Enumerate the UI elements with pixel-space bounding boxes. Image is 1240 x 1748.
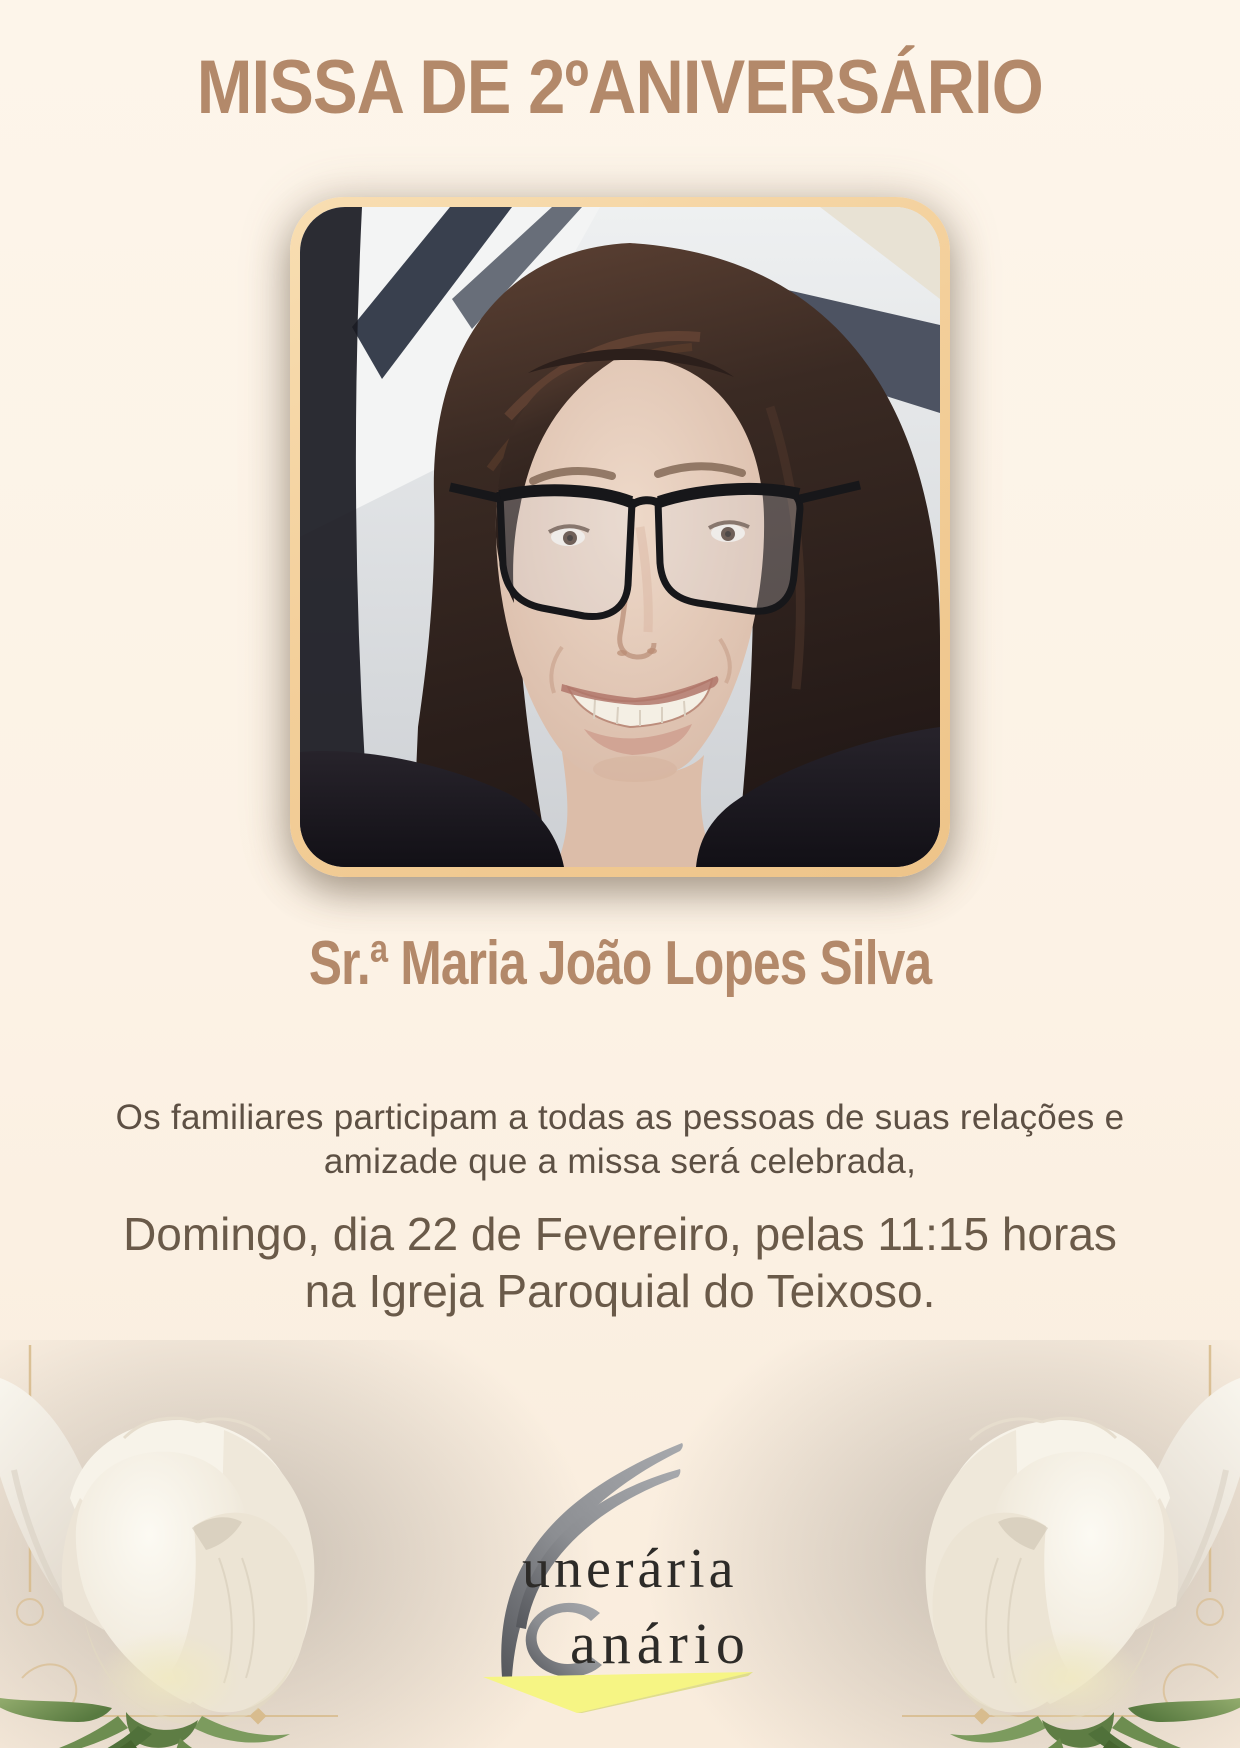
deceased-name-text: Sr.ª Maria João Lopes Silva — [308, 929, 932, 998]
page-title — [0, 44, 1240, 131]
deceased-name — [0, 928, 1240, 999]
portrait-photo — [300, 207, 940, 867]
announcement-text — [0, 1096, 1240, 1184]
logo-text-line1: unerária — [522, 1538, 738, 1600]
page-title-text: MISSA DE 2ºANIVERSÁRIO — [196, 45, 1044, 130]
portrait-illustration — [300, 207, 940, 867]
announcement-line-1: Os familiares participam a todas as pessoas de suas relações e — [115, 1098, 1125, 1137]
schedule-line-1: Domingo, dia 22 de Fevereiro, pelas 11:15 horas — [123, 1208, 1117, 1260]
portrait-photo-frame — [290, 197, 950, 877]
logo-text-line2: anário — [570, 1611, 751, 1676]
logo-triangle-icon — [483, 1672, 753, 1713]
announcement-line-2: amizade que a missa será celebrada, — [323, 1142, 917, 1181]
schedule-text — [0, 1206, 1240, 1320]
schedule-line-2: na Igreja Paroquial do Teixoso. — [304, 1265, 936, 1317]
funeral-home-logo — [430, 1425, 830, 1725]
